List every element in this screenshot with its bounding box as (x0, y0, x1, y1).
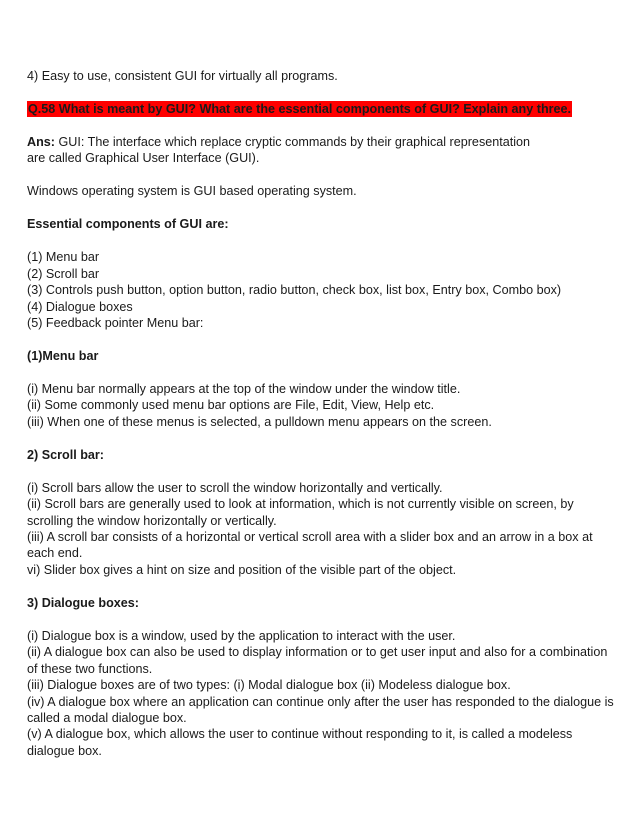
question-highlight: Q.58 What is meant by GUI? What are the essential components of GUI? Explain any three. (28, 102, 572, 116)
dialogue-box-point: (ii) A dialogue box can also be used to display information or to get user input and also for a combination of these two functions. (27, 645, 608, 676)
component-item: (3) Controls push button, option button, radio button, check box, list box, Entry box, Combo box) (27, 283, 562, 298)
menu-bar-point: (i) Menu bar normally appears at the top of the window under the window title. (27, 382, 461, 397)
answer-line-2: are called Graphical User Interface (GUI). (27, 151, 260, 166)
dialogue-box-point: (iii) Dialogue boxes are of two types: (i) Modal dialogue box (ii) Modeless dialogue box. (27, 678, 511, 693)
dialogue-box-point: (i) Dialogue box is a window, used by the application to interact with the user. (27, 628, 456, 643)
scroll-bar-point: vi) Slider box gives a hint on size and position of the visible part of the object. (27, 562, 457, 577)
answer-text-1: GUI: The interface which replace cryptic commands by their graphical representation (55, 135, 531, 149)
dialogue-box-point: (v) A dialogue box, which allows the user to continue without responding to it, is called a modeless dialogue box. (27, 727, 573, 758)
answer-line-1 (27, 134, 617, 150)
scroll-bar-heading: 2) Scroll bar: (27, 447, 104, 462)
component-item: (2) Scroll bar (27, 266, 100, 281)
dialogue-boxes-heading: 3) Dialogue boxes: (27, 595, 139, 610)
scroll-bar-point: (ii) Scroll bars are generally used to look at information, which is not currently visible on screen, by scrolling the window horizontally or vertically. (27, 497, 574, 528)
components-heading: Essential components of GUI are: (27, 217, 229, 232)
intro-line: 4) Easy to use, consistent GUI for virtually all programs. (27, 69, 338, 83)
question-heading (27, 101, 617, 117)
scroll-bar-point: (iii) A scroll bar consists of a horizontal or vertical scroll area with a slider box and an arrow in a box at each end. (27, 530, 593, 561)
menu-bar-point: (iii) When one of these menus is selected, a pulldown menu appears on the screen. (27, 414, 492, 429)
menu-bar-heading: (1)Menu bar (27, 349, 99, 364)
document-page (27, 68, 617, 759)
windows-line: Windows operating system is GUI based operating system. (27, 184, 357, 199)
dialogue-box-point: (iv) A dialogue box where an application can continue only after the user has responded to the dialogue is called a modal dialogue box. (27, 694, 614, 725)
scroll-bar-point: (i) Scroll bars allow the user to scroll the window horizontally and vertically. (27, 480, 443, 495)
answer-label: Ans: (27, 135, 55, 149)
menu-bar-point: (ii) Some commonly used menu bar options are File, Edit, View, Help etc. (27, 398, 435, 413)
component-item: (5) Feedback pointer Menu bar: (27, 316, 204, 331)
component-item: (4) Dialogue boxes (27, 299, 133, 314)
component-item: (1) Menu bar (27, 250, 100, 265)
